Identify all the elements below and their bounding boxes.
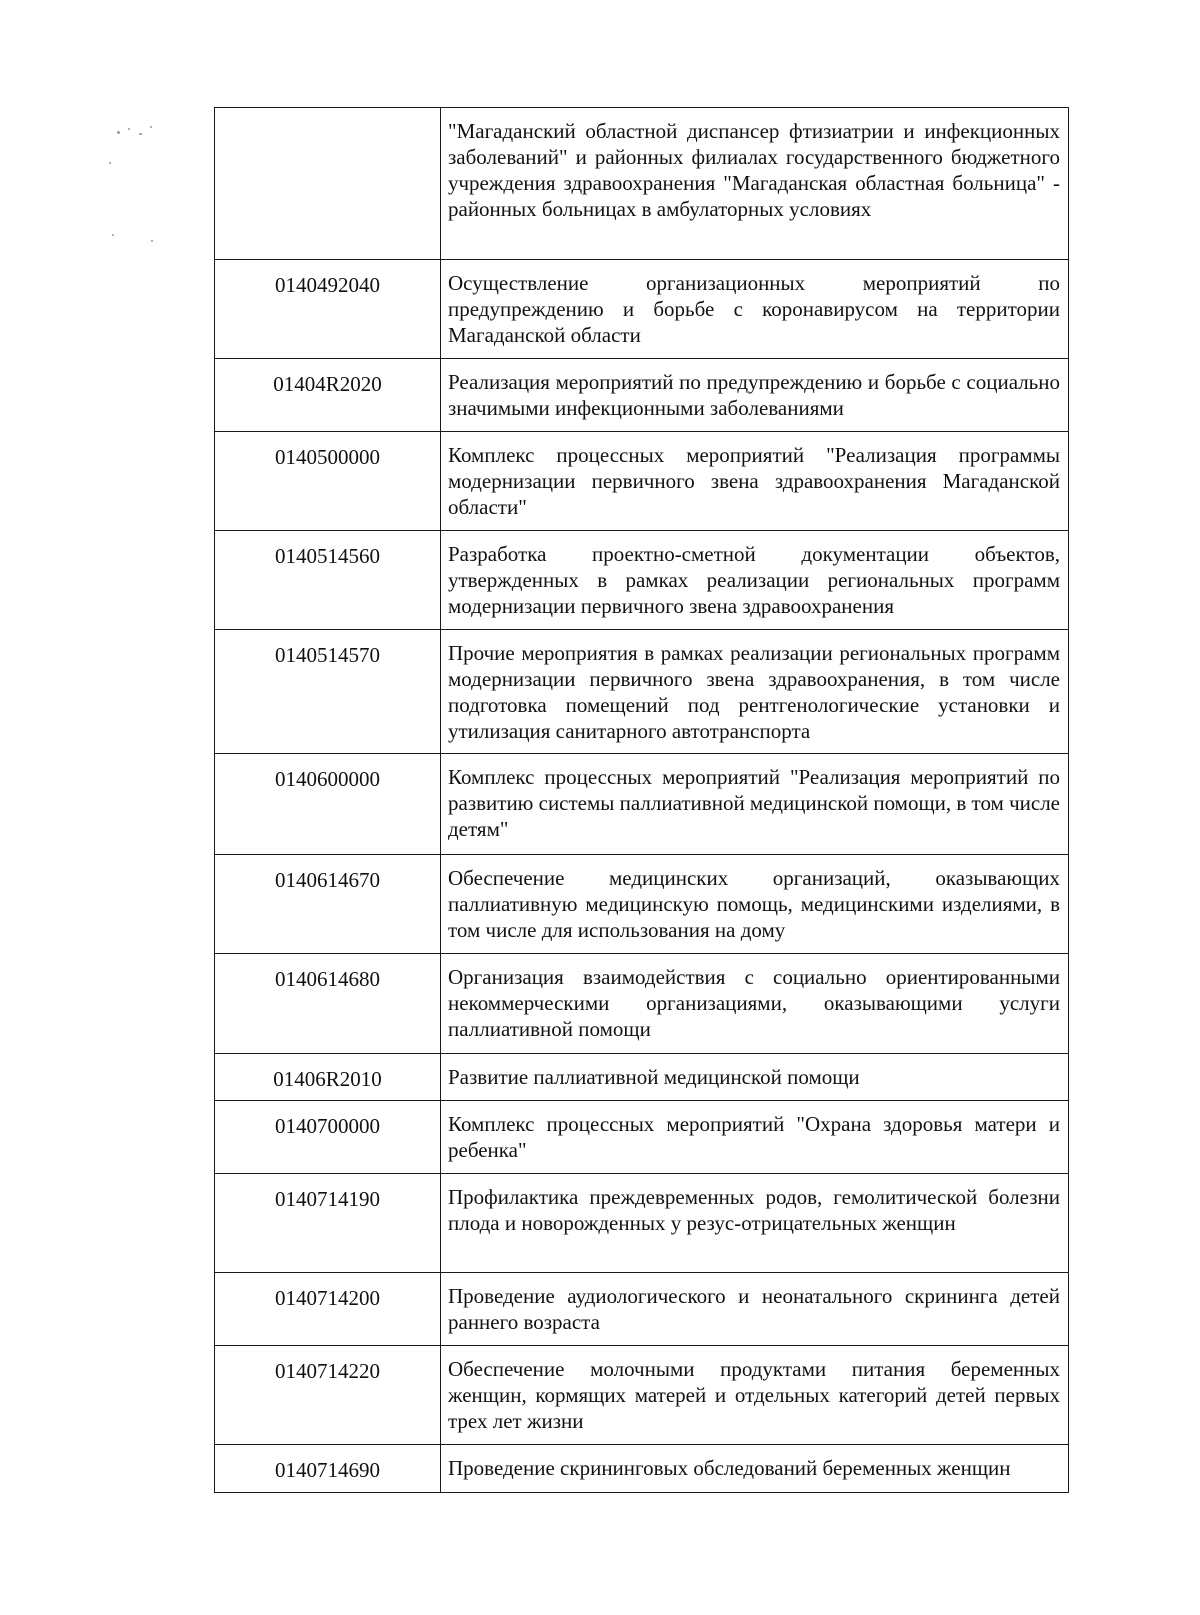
- name-cell: Обеспечение молочными продуктами питания беременных женщин, кормящих матерей и отдельных категорий детей первых трех лет жизни: [441, 1346, 1069, 1445]
- code-cell: 0140514570: [215, 630, 441, 754]
- table-row: [215, 108, 1069, 260]
- table-row: [215, 855, 1069, 954]
- code-cell: 0140700000: [215, 1101, 441, 1174]
- name-cell: Проведение скрининговых обследований беременных женщин: [441, 1445, 1069, 1493]
- code-cell: 0140714690: [215, 1445, 441, 1493]
- table-row: [215, 1101, 1069, 1174]
- code-cell: 01404R2020: [215, 359, 441, 432]
- code-cell: 01406R2010: [215, 1054, 441, 1101]
- name-cell: Организация взаимодействия с социально ориентированными некоммерческими организациями, оказывающими услуги паллиативной помощи: [441, 954, 1069, 1054]
- code-cell: 0140714220: [215, 1346, 441, 1445]
- table-row: [215, 1445, 1069, 1493]
- code-cell: 0140714190: [215, 1174, 441, 1273]
- table-row: [215, 630, 1069, 754]
- scan-speck: [128, 128, 130, 130]
- name-cell: Профилактика преждевременных родов, гемолитической болезни плода и новорожденных у резус-отрицательных женщин: [441, 1174, 1069, 1273]
- name-cell: Прочие мероприятия в рамках реализации региональных программ модернизации первичного звена здравоохранения, в том числе подготовка помещений под рентгенологические установки и утилизация санитарного автотранспорта: [441, 630, 1069, 754]
- table-row: [215, 754, 1069, 855]
- scan-speck: [117, 131, 120, 134]
- table-row: [215, 1054, 1069, 1101]
- name-cell: Реализация мероприятий по предупреждению и борьбе с социально значимыми инфекционными заболеваниями: [441, 359, 1069, 432]
- name-cell: Развитие паллиативной медицинской помощи: [441, 1054, 1069, 1101]
- table-row: [215, 1174, 1069, 1273]
- table-row: [215, 432, 1069, 531]
- scan-speck: [112, 234, 114, 236]
- table-row: [215, 359, 1069, 432]
- table-row: [215, 260, 1069, 359]
- scan-speck: [109, 162, 111, 164]
- code-cell: 0140714200: [215, 1273, 441, 1346]
- name-cell: Комплекс процессных мероприятий "Охрана здоровья матери и ребенка": [441, 1101, 1069, 1174]
- name-cell: Разработка проектно-сметной документации объектов, утвержденных в рамках реализации региональных программ модернизации первичного звена здравоохранения: [441, 531, 1069, 630]
- name-cell: Осуществление организационных мероприятий по предупреждению и борьбе с коронавирусом на территории Магаданской области: [441, 260, 1069, 359]
- scan-speck: [151, 240, 153, 242]
- name-cell: Проведение аудиологического и неонатального скрининга детей раннего возраста: [441, 1273, 1069, 1346]
- code-cell: 0140500000: [215, 432, 441, 531]
- table-row: [215, 1273, 1069, 1346]
- budget-codes-table: [214, 107, 1069, 1493]
- code-cell: 0140614670: [215, 855, 441, 954]
- name-cell: "Магаданский областной диспансер фтизиатрии и инфекционных заболеваний" и районных филиалах государственного бюджетного учреждения здравоохранения "Магаданская областная больница" - районных больницах в амбулаторных условиях: [441, 108, 1069, 260]
- code-cell: 0140600000: [215, 754, 441, 855]
- table-row: [215, 954, 1069, 1054]
- code-cell: 0140614680: [215, 954, 441, 1054]
- name-cell: Комплекс процессных мероприятий "Реализация программы модернизации первичного звена здравоохранения Магаданской области": [441, 432, 1069, 531]
- name-cell: Комплекс процессных мероприятий "Реализация мероприятий по развитию системы паллиативной медицинской помощи, в том числе детям": [441, 754, 1069, 855]
- scan-speck: [150, 126, 152, 128]
- code-cell: [215, 108, 441, 260]
- name-cell: Обеспечение медицинских организаций, оказывающих паллиативную медицинскую помощь, медицинскими изделиями, в том числе для использования на дому: [441, 855, 1069, 954]
- table-row: [215, 1346, 1069, 1445]
- scan-speck: [139, 133, 142, 135]
- code-cell: 0140514560: [215, 531, 441, 630]
- code-cell: 0140492040: [215, 260, 441, 359]
- table-row: [215, 531, 1069, 630]
